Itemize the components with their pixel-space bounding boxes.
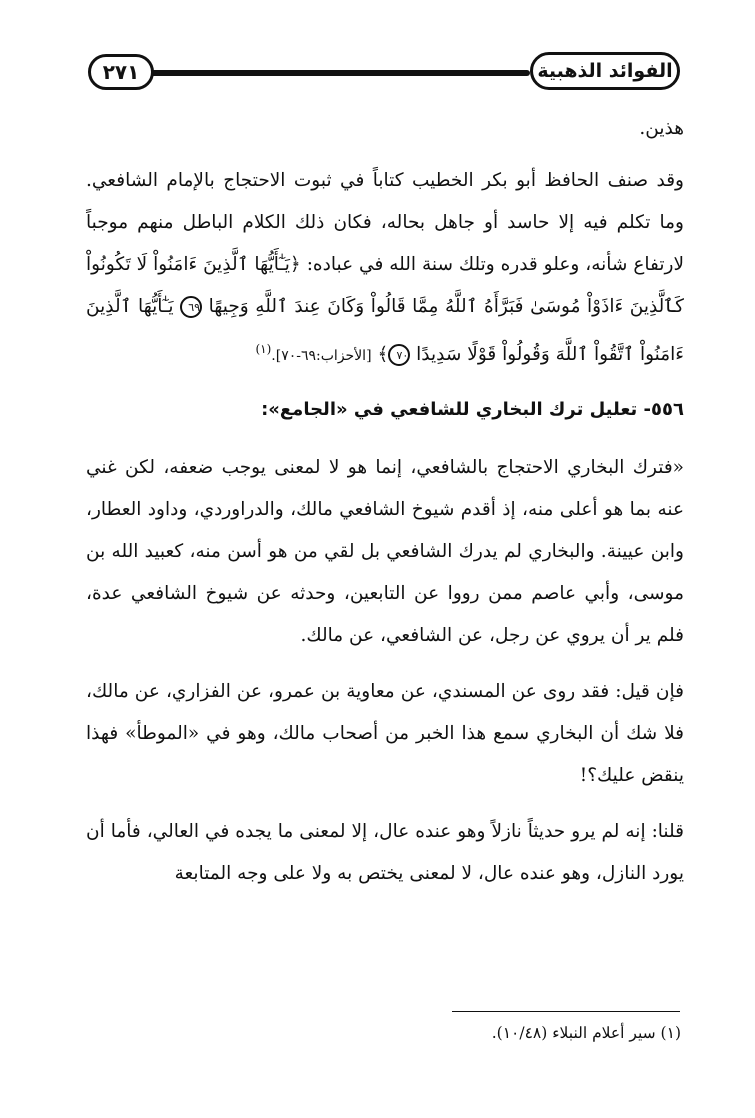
- paragraph-text: وقد صنف الحافظ أبو بكر الخطيب كتاباً في ثبوت الاحتجاج بالإمام الشافعي. وما تكلم فيه إلا حاسد أو جاهل بحاله، فكان ذلك الكلام الباطل منهم موجباً لارتفاع شأنه، وعلو قدره وتلك سنة الله في عباده:: [86, 170, 684, 275]
- opening-line: هذين.: [639, 118, 684, 139]
- quran-verse-part2: يَـٰٓأَيُّهَا ٱلَّذِينَ ءَامَنُواْ ٱتَّقُواْ ٱللَّهَ وَقُولُواْ قَوْلًا سَدِيدًا: [86, 296, 684, 366]
- ayah-number-marker: ٧٠: [388, 344, 410, 366]
- quran-verse-part1: ﴿يَـٰٓأَيُّهَا ٱلَّذِينَ ءَامَنُواْ لَا تَكُونُواْ كَٱلَّذِينَ ءَاذَوْاْ مُوسَىٰ فَبَرَّأَهُ ٱللَّهُ مِمَّا قَالُواْ وَكَانَ عِندَ ٱللَّهِ وَجِيهًا: [86, 254, 684, 317]
- ayah-number-marker: ٦٩: [180, 296, 202, 318]
- running-title: الفوائد الذهبية: [530, 52, 680, 90]
- section-heading: ٥٥٦- تعليل ترك البخاري للشافعي في «الجامع»:: [261, 399, 684, 421]
- footnote-marker: (١): [255, 342, 272, 356]
- footnote: (١) سير أعلام النبلاء (١٠/٤٨).: [491, 1024, 681, 1042]
- paragraph-reply: قلنا: إنه لم يرو حديثاً نازلاً وهو عنده عال، إلا لمعنى ما يجده في العالي، فأما أن يورد النازل، وهو عنده عال، لا لمعنى يختص به ولا على وجه المتابعة: [86, 821, 684, 885]
- verse-reference: [الأحزاب:٦٩-٧٠].: [271, 348, 372, 365]
- header-rule: [148, 70, 530, 76]
- quran-verse-close: ﴾: [377, 344, 389, 366]
- footnote-rule: [452, 1011, 680, 1012]
- page-header: [88, 50, 680, 96]
- paragraph-khatib: [86, 160, 684, 377]
- paragraph-bukhari: «فترك البخاري الاحتجاج بالشافعي، إنما هو لا لمعنى يوجب ضعفه، لكن غني عنه بما هو أعلى منه، إذ أقدم شيوخ الشافعي مالك، والدراوردي، وداود العطار، وابن عيينة. والبخاري لم يدرك الشافعي بل لقي من هو أسن منه، كعبيد الله بن موسى، وأبي عاصم ممن رووا عن التابعين، وحدثه عن شيوخ الشافعي عدة، فلم ير أن يروي عن رجل، عن الشافعي، عن مالك.: [86, 457, 684, 647]
- paragraph-objection: فإن قيل: فقد روى عن المسندي، عن معاوية بن عمرو، عن الفزاري، عن مالك، فلا شك أن البخاري سمع هذا الخبر من أصحاب مالك، وهو في «الموطأ» فهذا ينقض عليك؟!: [86, 681, 684, 787]
- main-text: [86, 108, 684, 909]
- page-number: ٢٧١: [88, 54, 154, 90]
